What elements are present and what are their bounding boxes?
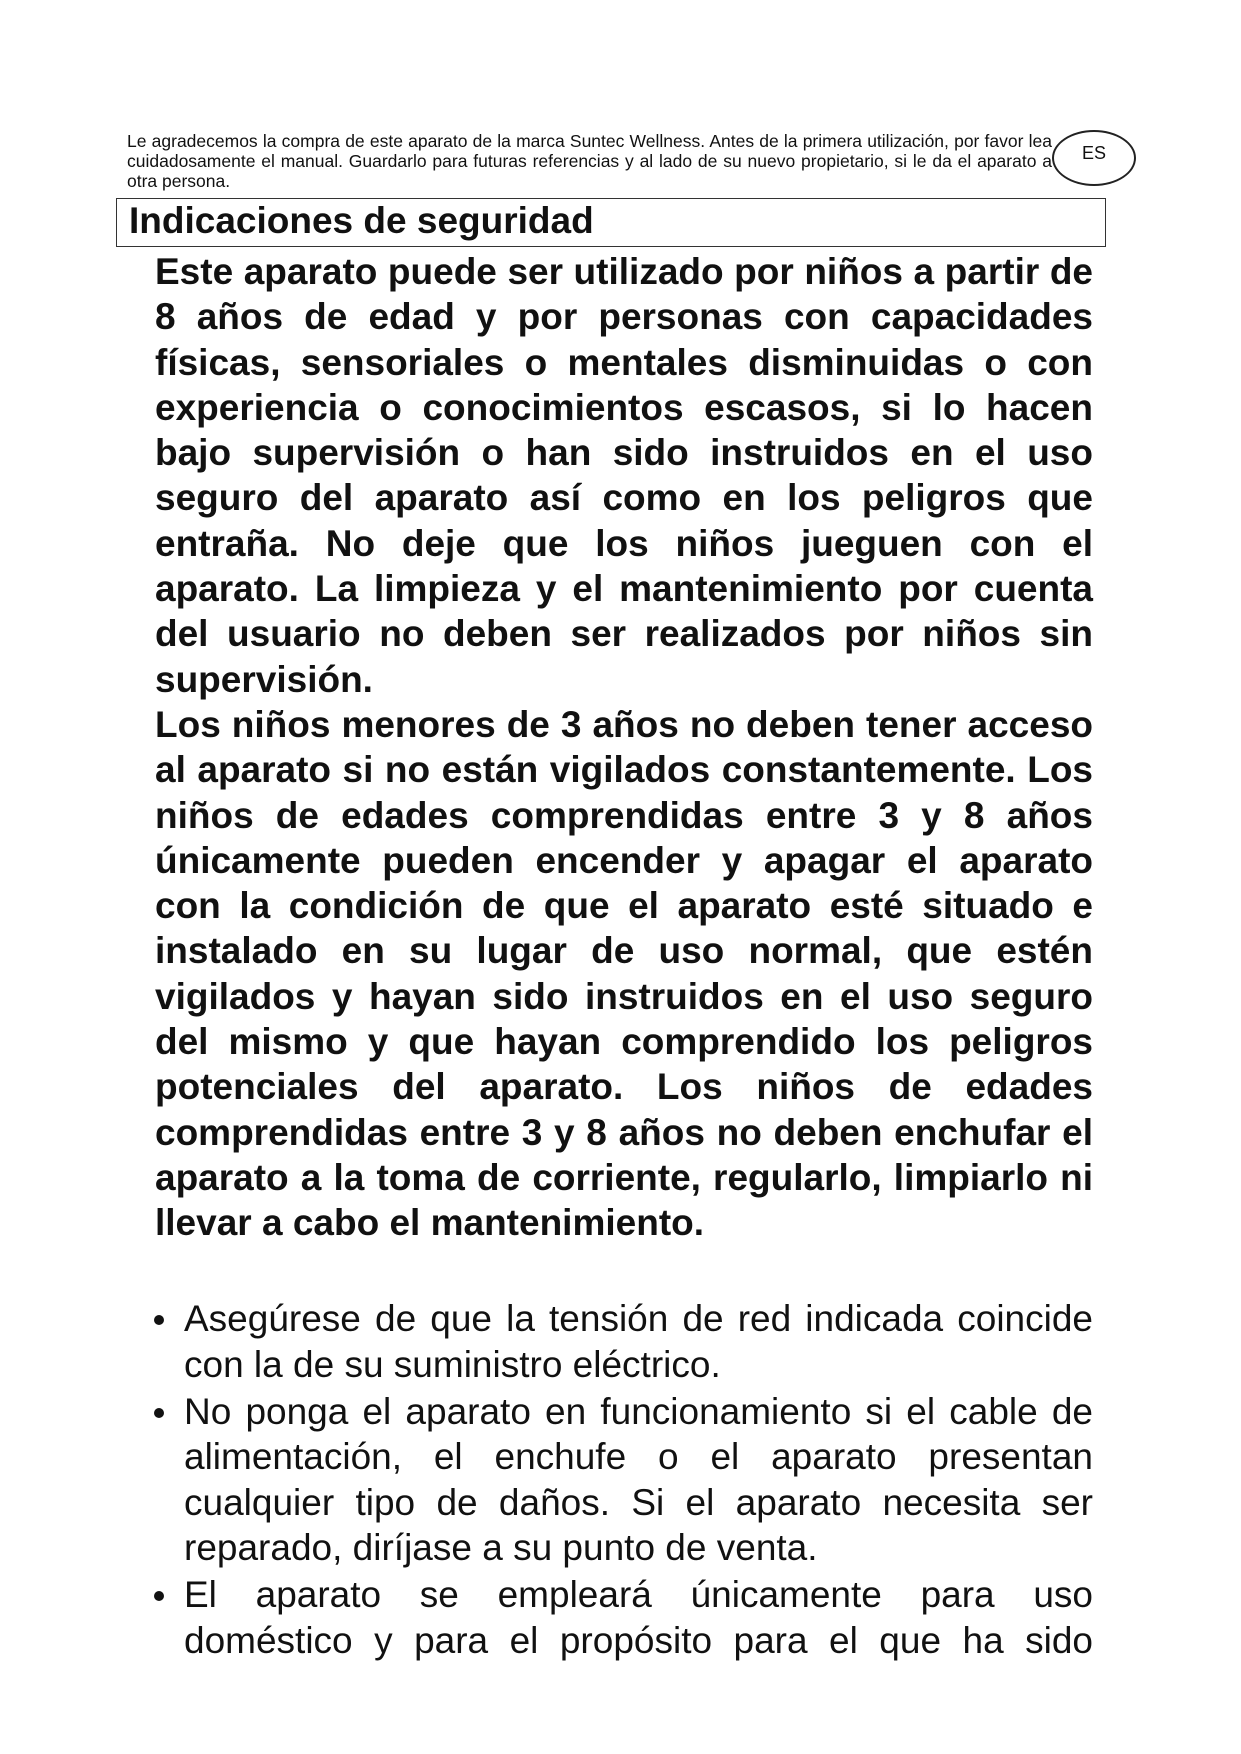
list-item: [150, 1296, 1093, 1387]
list-item-text: El aparato se empleará únicamente para uso doméstico y para el propósito para el que ha sido: [184, 1574, 1093, 1661]
safety-bullet-list: [150, 1296, 1093, 1665]
section-heading: Indicaciones de seguridad: [116, 198, 1106, 247]
bullet-icon: [154, 1591, 164, 1601]
bullet-icon: [154, 1315, 164, 1325]
intro-paragraph: Le agradecemos la compra de este aparato de la marca Suntec Wellness. Antes de la primera utilización, por favor lea cuidadosamente el manual. Guardarlo para futuras referencias y al lado de su nuevo propietario, si le da el aparato a otra persona.: [127, 131, 1052, 191]
list-item-text: Asegúrese de que la tensión de red indicada coincide con la de su suministro eléctrico.: [184, 1298, 1093, 1385]
list-item-text: No ponga el aparato en funcionamiento si el cable de alimentación, el enchufe o el aparato presentan cualquier tipo de daños. Si el aparato necesita ser reparado, diríjase a su punto de venta.: [184, 1390, 1093, 1568]
safety-warning-block: [155, 249, 1093, 1246]
list-item: [150, 1572, 1093, 1663]
list-item: [150, 1389, 1093, 1571]
warning-paragraph-children-age: Los niños menores de 3 años no deben tener acceso al aparato si no están vigilados constantemente. Los niños de edades comprendidas entre 3 y 8 años únicamente pueden encender y apagar el aparato con la condición de que el aparato esté situado e instalado en su lugar de uso normal, que estén vigilados y hayan sido instruidos en el uso seguro del mismo y que hayan comprendido los peligros potenciales del aparato. Los niños de edades comprendidas entre 3 y 8 años no deben enchufar el aparato a la toma de corriente, regularlo, limpiarlo ni llevar a cabo el mantenimiento.: [155, 703, 1093, 1244]
bullet-icon: [154, 1408, 164, 1418]
warning-paragraph-children-supervision: Este aparato puede ser utilizado por niños a partir de 8 años de edad y por personas con capacidades físicas, sensoriales o mentales disminuidas o con experiencia o conocimientos escasos, si lo hacen bajo supervisión o han sido instruidos en el uso seguro del aparato así como en los peligros que entraña. No deje que los niños jueguen con el aparato. La limpieza y el mantenimiento por cuenta del usuario no deben ser realizados por niños sin supervisión.: [155, 251, 1093, 700]
language-badge: ES: [1052, 130, 1136, 186]
